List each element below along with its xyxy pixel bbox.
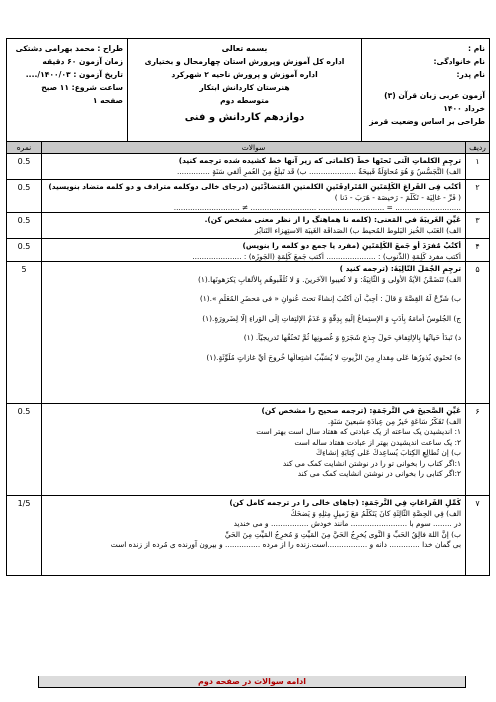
question-line: ج) الجُلوسُ أَمامَهُ بِأَدَبٍ وَ الإستِماعُ إلَيهِ بِدِقَّةٍ وَ عَدَمُ الإلتِفاتِ إلَى الوَراءِ إلّا لِضَرورَةٍ.(۱) — [202, 313, 461, 323]
question-score: 0.5 — [17, 157, 31, 166]
header-right-line: نام خانوادگی: — [433, 57, 485, 66]
question-row — [6, 262, 490, 404]
question-body — [41, 404, 465, 495]
question-line: ۱:اگر کتاب را بخوانی تو را در نوشتن انشایت کمک می کند — [282, 458, 461, 468]
question-line: الف) فِي الحِصَّةِ الثّالِثَةِ كانَ يَتَكَلَّمُ مَعَ زَميلٍ مِثلِهِ وَ يَضحَكُ — [290, 508, 461, 518]
question-row — [6, 239, 490, 262]
question-body — [41, 262, 465, 403]
header-right-line: طراحی بر اساس وضعیت قرمز — [369, 117, 485, 126]
header-line-2: اداره آموزش و پرورش ناحیه ۲ شهرکرد — [171, 70, 318, 79]
question-title: عَيِّنِ الغَريبَةَ في المَعنى: (کلمه نا هماهنگ را از نظر معنی مشخص کن). — [204, 215, 461, 224]
question-score: 0.5 — [17, 407, 31, 416]
question-title: ترجِمِ الجُمَلَ التّالِيَةَ: (ترجمه کنید ) — [339, 264, 461, 273]
exam-grade-title: دوازدهم کاردانش و فنی — [184, 112, 305, 123]
question-line: ( فَرِّ - غالِيَة - تَكَلَّمَ - رَخيصَة - هَرَبَ - دَنا ) — [334, 192, 461, 202]
question-body — [41, 213, 465, 238]
question-score: 1/5 — [17, 499, 31, 508]
question-row — [6, 404, 490, 496]
question-number: ۱ — [465, 154, 489, 179]
school-info — [127, 39, 361, 141]
question-score: 0.5 — [17, 216, 31, 225]
header-right-line: خرداد ۱۴۰۰ — [443, 104, 485, 113]
question-line: ب) إن تُطالِعِ الكِتابَ يُساعِدكَ عَلى كِتابَةِ إنشاءِكَ — [316, 448, 461, 457]
question-number: ۳ — [465, 213, 489, 238]
question-line: ب) إنَّ اللهَ فالِقُ الحَبِّ وَ النَّوى يُخرِجُ الحَيَّ مِنَ المَيِّتِ وَ مُخرِجُ المَيِّتِ مِنَ الحَيِّ — [224, 529, 461, 539]
question-row — [6, 496, 490, 576]
question-line: ............................ = ............................ ............................ ≠ ............................ — [173, 203, 461, 212]
question-row — [6, 180, 490, 213]
header-line-4: متوسطه دوم — [220, 96, 269, 105]
question-number: ۵ — [465, 262, 489, 403]
question-title: ترجِمِ الکلماتِ الَّتی تَحتَها خطٌّ (کلماتی که زیر آنها خط کشیده شده ترجمه کنید) — [178, 156, 461, 165]
question-row — [6, 213, 490, 239]
question-line: ۱: اندیشیدن یک ساعته از یک عبادتی که هفتاد سال است بهتر است — [256, 427, 461, 436]
row-col-header: ردیف — [465, 142, 489, 153]
header-left-line: صفحه ۱ — [92, 96, 123, 105]
question-line: در ........ سوم با ........................ مانند خودش ................ و می خندید — [233, 519, 461, 528]
question-line: اُکتب مفرد کَلِمَةِ (الذُّنوب) : ..................... اُکتب جَمعَ كَلِمَةِ (الجَوزَة) : ..................... — [192, 251, 461, 261]
question-line: بی گمان خدا ............. دانه و .................است.زنده را از مرده ............... و بیرون آورنده ی مُرده از زنده است — [110, 540, 461, 549]
header-left-line: ساعت شروع: ۱۱ صبح — [41, 83, 123, 92]
question-line: ه) تَحتَوي بُذورُها عَلى مِقدارٍ مِنَ الزُّيوتِ لا يُسَبِّبُ اشتِعالُها خُروجَ أيِّ غازاتٍ مُلَوِّثَةٍ.(۱) — [206, 352, 461, 362]
question-line: الف) تَفَكُّرُ سَاعَةٍ خَيرٌ مِن عِبادَةِ سَبعينَ سَنَةٍ. — [327, 416, 461, 426]
question-line: ۲:اگر کتابی را بخوانی در نوشتن انشایت کمک می کند — [297, 469, 461, 478]
question-row — [6, 154, 490, 180]
bismillah: بسمه تعالی — [221, 44, 268, 53]
header-right-line: آزمون عربی زبان قرآن (۳) — [384, 91, 485, 100]
question-score: 5 — [21, 265, 27, 274]
question-line: الف) التَّجَسُّسُ وَ هُوَ مُحاوَلَةٌ قَبيحَةٌ .................... ب) قَد تَبلُغُ مِنَ العُمرِ أَلفي سَنَةٍ .............. — [176, 166, 461, 176]
question-body — [41, 239, 465, 261]
header-line-1: اداره کل آموزش وپرورش استان چهارمحال و بختیاری — [144, 57, 345, 66]
question-line: الف) تَتَضَمَّنُ الآيَةُ الأولى وَ الثّانِيَةُ: وَ لا تُعيبوا الآخَرينَ. وَ لا تُلَقِّبوهُم بِالألقابِ يَكرَهونَها.(۱) — [197, 274, 461, 284]
header-left-line: طراح : محمد بهرامی دشتکی — [15, 44, 123, 53]
question-body — [41, 180, 465, 212]
continue-note: ادامه سوالات در صفحه دوم — [38, 676, 466, 688]
question-title: أُكتُبْ مُفرَدَ أو جَمعَ الكَلِمَتَينِ (مفرد یا جمع دو کلمه را بنویس) — [242, 241, 461, 250]
question-score: 0.5 — [17, 242, 31, 251]
question-title: كَمِّلِ الفَراغاتِ فِي التَّرجَمَةِ: (جاهای خالی را در ترجمه کامل کن) — [229, 498, 461, 507]
question-number: ۲ — [465, 180, 489, 212]
question-body — [41, 496, 465, 575]
header-left-line: تاریخ آزمون : ۱۴۰۰/۰۳/.... — [25, 70, 123, 79]
table-header — [6, 142, 490, 154]
question-line: الف) العَنَب الخُبز البَلوط المُحيط ب) الصَداقَة الغَيبَة الاستِهزاء التَنابُز — [254, 225, 461, 235]
score-col-header: نمره — [16, 143, 32, 152]
question-title: عَيِّنِ الصَّحيحَ في التَّرجَمَةِ: (ترجمه صحیح را مشخص کن) — [261, 406, 461, 415]
header-right-line: نام پدر: — [456, 70, 485, 79]
question-body — [41, 154, 465, 179]
exam-meta — [7, 39, 127, 141]
header-right-line: نام : — [468, 44, 485, 53]
question-number: ۴ — [465, 239, 489, 261]
student-info — [361, 39, 489, 141]
question-score: 0.5 — [17, 183, 31, 192]
question-line: ۲: یک ساعت اندیشیدن بهتر از عبادت هفتاد ساله است — [294, 437, 461, 447]
question-number: ۶ — [465, 404, 489, 495]
header-line-3: هنرستان کاردانش ابتکار — [199, 83, 290, 92]
header-left-line: زمان آزمون ۶۰ دقیقه — [42, 57, 123, 66]
exam-header — [6, 38, 490, 142]
question-number: ۷ — [465, 496, 489, 575]
question-line: ب) شَرِّحْ لَهُ القِصَّةَ وَ قالَ : أُحِبُّ أَن أكتُبَ إنشاءً تحتَ عُنوانِ « فی مَحضَرِ المُعَلِّمِ ».(۱) — [199, 294, 461, 303]
question-line: د) تَبدَأُ حَياتُها بِالإلتِفافِ حَولَ جِذعِ شَجَرَةٍ وَ غُصونِها ثُمَّ تَخنُقُها تَدريجيّاً. (۱) — [243, 333, 461, 342]
question-title: أُكتُب فِى الفَراغِ الكَلِمَتَينِ المُتَرادِفَتَينِ الكلمتينِ المُتضادَّتَين (درجای خالی دوکلمه مترادف و دو کلمه متضاد بنویسید) — [48, 182, 461, 191]
questions-col-header: سوالات — [41, 142, 465, 153]
